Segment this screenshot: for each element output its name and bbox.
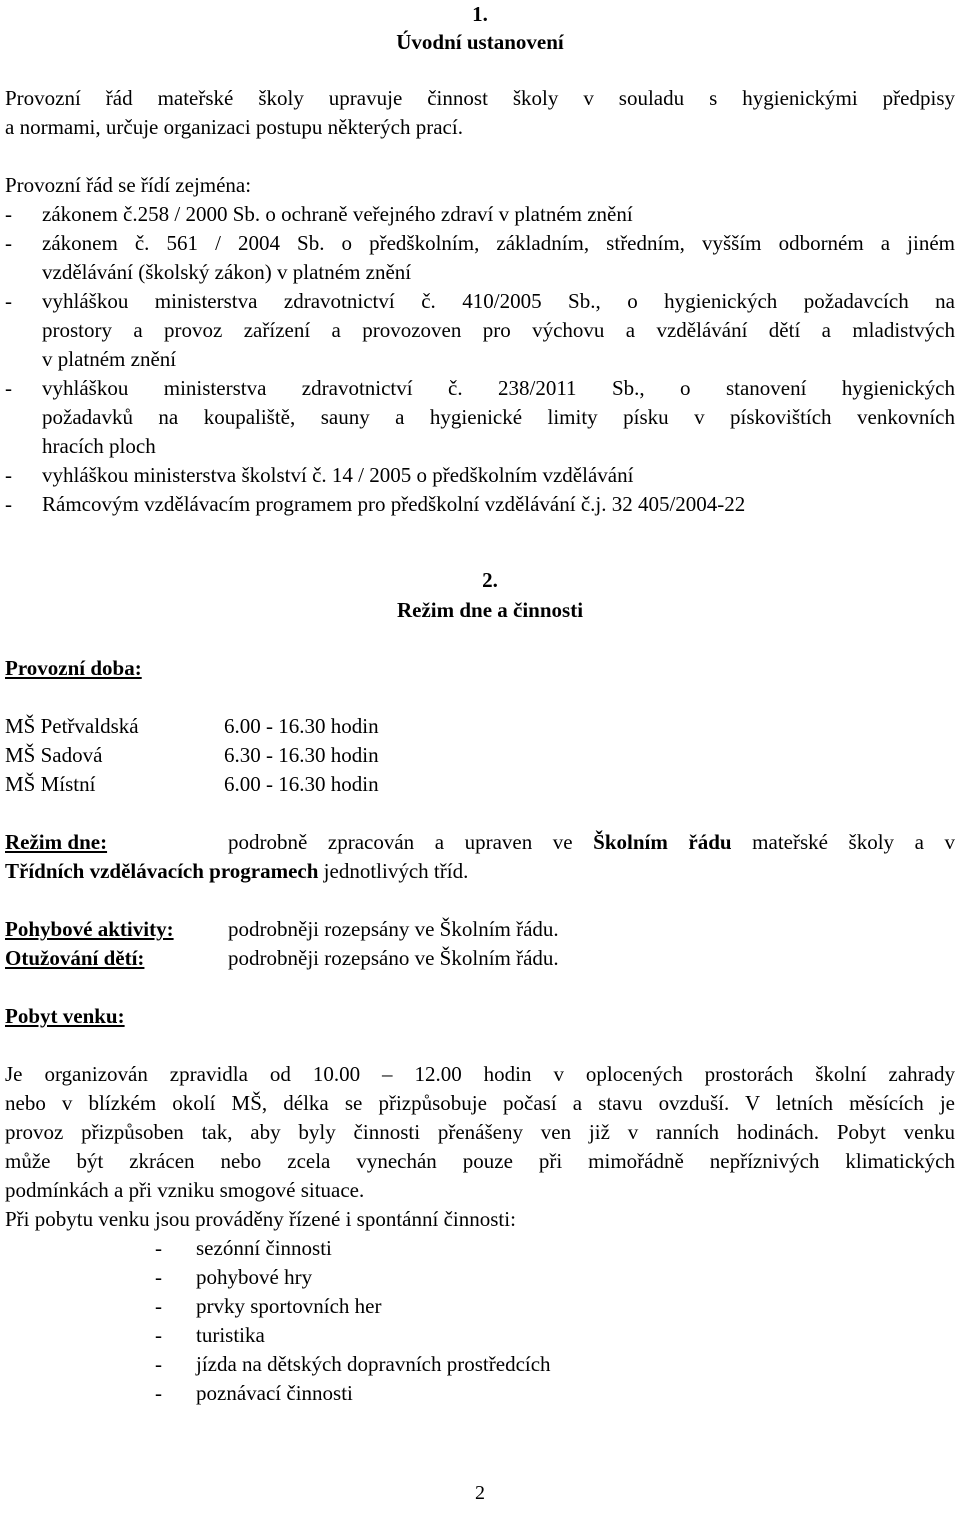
list-dash: - bbox=[155, 1352, 162, 1376]
law-item-2-line-2: vzdělávání (školský zákon) v platném znění bbox=[42, 260, 412, 284]
pobyt-paragraph-line-5: podmínkách a při vzniku smogové situace. bbox=[5, 1178, 365, 1202]
rezim-label: Režim dne: bbox=[5, 830, 108, 854]
list-dash: - bbox=[5, 202, 12, 226]
section-1-title: Úvodní ustanovení bbox=[396, 30, 564, 54]
pobyt-paragraph-line-3: provoz přizpůsoben tak, aby byly činnosti přenášeny ven již v ranních hodinách. Pobyt venku bbox=[5, 1120, 955, 1144]
law-item-3-line-1: vyhláškou ministerstva zdravotnictví č. 410/2005 Sb., o hygienických požadavcích na bbox=[42, 289, 955, 313]
intro-line-2: a normami, určuje organizaci postupu některých prací. bbox=[5, 115, 463, 139]
list-dash: - bbox=[155, 1323, 162, 1347]
hours-time-1: 6.00 - 16.30 hodin bbox=[224, 714, 379, 738]
aktivity-label: Pohybové aktivity: bbox=[5, 917, 174, 941]
activity-item: pohybové hry bbox=[196, 1265, 313, 1289]
law-item-4-line-2: požadavků na koupaliště, sauny a hygienické limity písku v pískovištích venkovních bbox=[42, 405, 955, 429]
list-dash: - bbox=[5, 376, 12, 400]
rezim-line-1 bbox=[228, 828, 955, 857]
otuzovani-label: Otužování dětí: bbox=[5, 946, 145, 970]
hours-school-2: MŠ Sadová bbox=[5, 743, 103, 767]
activity-item: prvky sportovních her bbox=[196, 1294, 382, 1318]
hours-time-3: 6.00 - 16.30 hodin bbox=[224, 772, 379, 796]
hours-school-1: MŠ Petřvaldská bbox=[5, 714, 139, 738]
activity-item: jízda na dětských dopravních prostředcích bbox=[196, 1352, 551, 1376]
pobyt-paragraph-line-1: Je organizován zpravidla od 10.00 – 12.00 hodin v oplocených prostorách školní zahrady bbox=[5, 1062, 955, 1086]
law-item-5: vyhláškou ministerstva školství č. 14 / 2005 o předškolním vzdělávání bbox=[42, 463, 634, 487]
rezim-line-2 bbox=[5, 857, 955, 886]
pobyt-activities-intro: Při pobytu venku jsou prováděny řízené i spontánní činnosti: bbox=[5, 1207, 516, 1231]
rezim-programs-bold: Třídních vzdělávacích programech bbox=[5, 859, 319, 883]
law-item-4-line-1: vyhláškou ministerstva zdravotnictví č. 238/2011 Sb., o stanovení hygienických bbox=[42, 376, 955, 400]
activity-item: turistika bbox=[196, 1323, 265, 1347]
list-dash: - bbox=[5, 463, 12, 487]
law-item-1: zákonem č.258 / 2000 Sb. o ochraně veřejného zdraví v platném znění bbox=[42, 202, 633, 226]
pobyt-paragraph-line-4: může být zkrácen nebo zcela vynechán pouze při mimořádně nepříznivých klimatických bbox=[5, 1149, 955, 1173]
section-2-title: Režim dne a činnosti bbox=[396, 598, 584, 622]
otuzovani-text: podrobněji rozepsáno ve Školním řádu. bbox=[228, 946, 559, 970]
section-1-number: 1. bbox=[472, 2, 488, 26]
activity-item: sezónní činnosti bbox=[196, 1236, 332, 1260]
list-dash: - bbox=[155, 1381, 162, 1405]
law-item-6: Rámcovým vzdělávacím programem pro předškolní vzdělávání č.j. 32 405/2004-22 bbox=[42, 492, 746, 516]
list-dash: - bbox=[155, 1294, 162, 1318]
hours-time-2: 6.30 - 16.30 hodin bbox=[224, 743, 379, 767]
law-item-4-line-3: hracích ploch bbox=[42, 434, 156, 458]
law-item-2-line-1: zákonem č. 561 / 2004 Sb. o předškolním, základním, středním, vyšším odborném a jiném bbox=[42, 231, 955, 255]
pobyt-heading: Pobyt venku: bbox=[5, 1004, 125, 1028]
list-dash: - bbox=[5, 289, 12, 313]
list-dash: - bbox=[155, 1236, 162, 1260]
rezim-programs-rest: jednotlivých tříd. bbox=[318, 859, 469, 883]
page-number: 2 bbox=[475, 1482, 485, 1504]
hours-heading: Provozní doba: bbox=[5, 656, 142, 680]
rezim-text-bold: Školním řádu bbox=[593, 830, 732, 854]
list-dash: - bbox=[155, 1265, 162, 1289]
pobyt-paragraph-line-2: nebo v blízkém okolí MŠ, délka se přizpůsobuje počasí a stavu ovzduší. V letních měsících je bbox=[5, 1091, 955, 1115]
section-2-number: 2. bbox=[482, 568, 498, 592]
rezim-text-c: mateřské školy a v bbox=[731, 830, 955, 854]
law-item-3-line-2: prostory a provoz zařízení a provozoven pro výchovu a vzdělávání dětí a mladistvých bbox=[42, 318, 955, 342]
activity-item: poznávací činnosti bbox=[196, 1381, 353, 1405]
rezim-text-a: podrobně zpracován a upraven ve bbox=[228, 830, 594, 854]
law-item-3-line-3: v platném znění bbox=[42, 347, 177, 371]
laws-heading: Provozní řád se řídí zejména: bbox=[5, 173, 252, 197]
intro-line-1: Provozní řád mateřské školy upravuje činnost školy v souladu s hygienickými předpisy bbox=[5, 86, 955, 110]
aktivity-text: podrobněji rozepsány ve Školním řádu. bbox=[228, 917, 559, 941]
hours-school-3: MŠ Místní bbox=[5, 772, 96, 796]
list-dash: - bbox=[5, 231, 12, 255]
list-dash: - bbox=[5, 492, 12, 516]
